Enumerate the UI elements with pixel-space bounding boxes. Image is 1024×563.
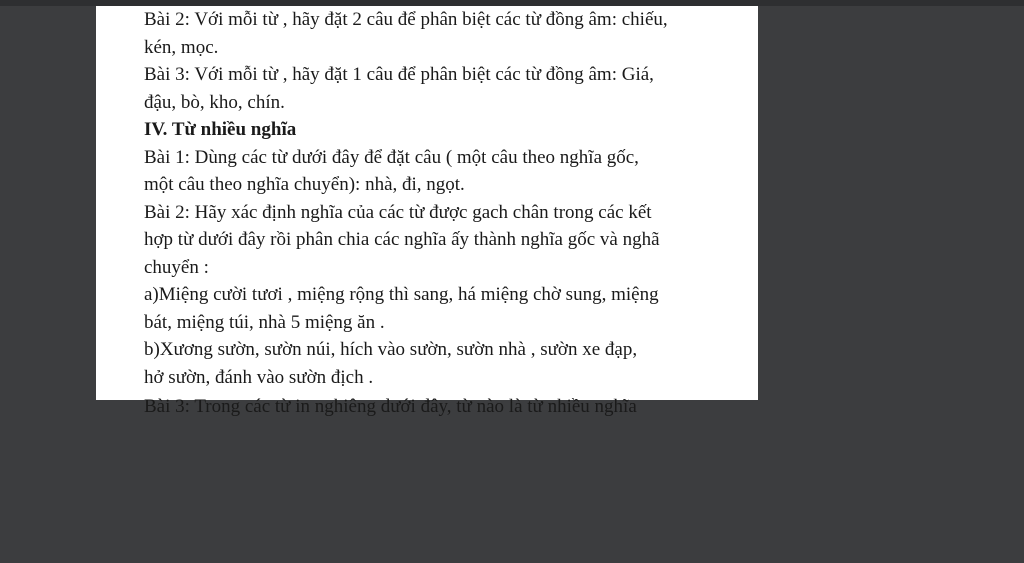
text-line: Bài 2: Hãy xác định nghĩa của các từ được gach chân trong các kết bbox=[144, 201, 652, 223]
text-line: chuyển : bbox=[144, 256, 209, 278]
paragraph-bai-2-nhieu-nghia bbox=[144, 199, 720, 282]
cut-off-text: Bài 3: Trong các từ in nghiêng dưới đây, từ nào là từ nhiều nghĩa bbox=[144, 396, 637, 417]
document-page bbox=[96, 6, 758, 417]
paragraph-bai-1-nhieu-nghia bbox=[144, 144, 720, 199]
text-line: Bài 2: Với mỗi từ , hãy đặt 2 câu để phân biệt các từ đồng âm: chiếu, bbox=[144, 9, 668, 30]
text-line: kén, mọc. bbox=[144, 36, 219, 58]
text-line: Bài 3: Với mỗi từ , hãy đặt 1 câu để phân biệt các từ đồng âm: Giá, bbox=[144, 64, 654, 85]
text-line: đậu, bò, kho, chín. bbox=[144, 91, 285, 113]
paragraph-bai-3-dong-am bbox=[144, 61, 720, 116]
section-heading-text: IV. Từ nhiều nghĩa bbox=[144, 119, 297, 140]
section-heading bbox=[144, 116, 720, 144]
text-line: một câu theo nghĩa chuyển): nhà, đi, ngọt. bbox=[144, 174, 465, 195]
text-line: a)Miệng cười tươi , miệng rộng thì sang, há miệng chờ sung, miệng bbox=[144, 284, 659, 305]
document-text bbox=[144, 6, 720, 391]
paragraph-item-a bbox=[144, 281, 720, 336]
text-line: Bài 1: Dùng các từ dưới đây để đặt câu ( một câu theo nghĩa gốc, bbox=[144, 146, 639, 168]
paragraph-bai-2-dong-am bbox=[144, 6, 720, 61]
text-line: bát, miệng túi, nhà 5 miệng ăn . bbox=[144, 311, 385, 333]
text-line: hở sườn, đánh vào sườn địch . bbox=[144, 366, 374, 388]
paragraph-item-b bbox=[144, 336, 720, 391]
text-line: hợp từ dưới đây rồi phân chia các nghĩa ấy thành nghĩa gốc và nghã bbox=[144, 229, 660, 250]
cut-off-text-line bbox=[144, 393, 720, 417]
text-line: b)Xương sườn, sườn núi, hích vào sườn, sườn nhà , sườn xe đạp, bbox=[144, 339, 638, 360]
